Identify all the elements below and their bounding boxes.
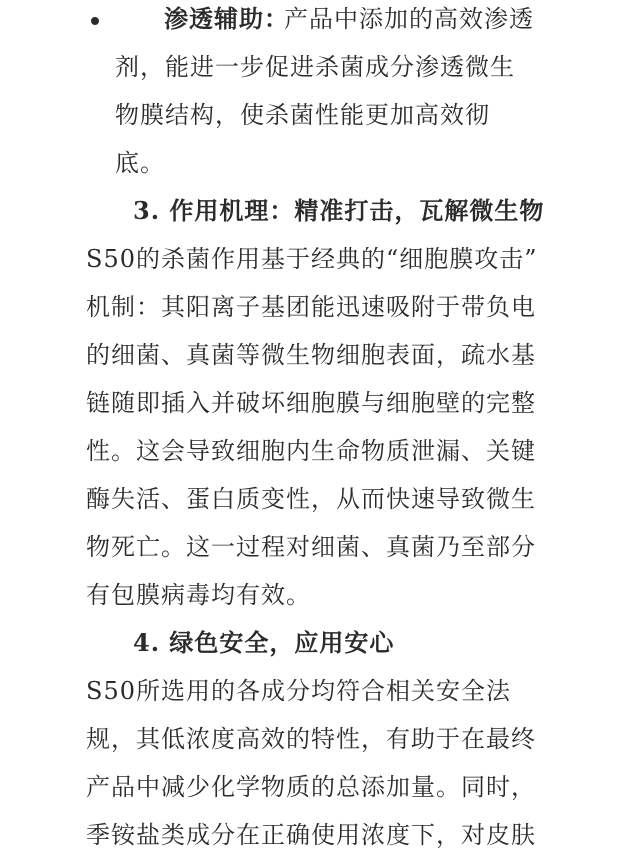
bullet-dot-icon bbox=[91, 17, 99, 25]
section-3-line: 链随即插入并破坏细胞膜与细胞壁的完整 bbox=[86, 389, 536, 417]
section-4-line: S50所选用的各成分均符合相关安全法 bbox=[86, 677, 511, 705]
section-4-line: 规，其低浓度高效的特性，有助于在最终 bbox=[86, 725, 536, 753]
bullet-line-4: 底。 bbox=[115, 149, 165, 177]
section-4-line: 季铵盐类成分在正确使用浓度下，对皮肤 bbox=[86, 821, 536, 849]
section-4-heading: 4. 绿色安全，应用安心 bbox=[133, 628, 395, 657]
section-3-line: S50的杀菌作用基于经典的“细胞膜攻击” bbox=[86, 245, 538, 273]
section-3-line: 有包膜病毒均有效。 bbox=[86, 581, 311, 609]
section-3-line: 的细菌、真菌等微生物细胞表面，疏水基 bbox=[86, 341, 536, 369]
bullet-line-1: 产品中添加的高效渗透 bbox=[284, 5, 534, 33]
section-3-line: 酶失活、蛋白质变性，从而快速导致微生 bbox=[86, 485, 536, 513]
section-3-line: 性。这会导致细胞内生命物质泄漏、关键 bbox=[86, 437, 536, 465]
bullet-line-3: 物膜结构，使杀菌性能更加高效彻 bbox=[115, 101, 490, 129]
section-3-line: 机制：其阳离子基团能迅速吸附于带负电 bbox=[86, 293, 536, 321]
bullet-label: 渗透辅助： bbox=[164, 4, 289, 33]
section-3-heading: 3. 作用机理：精准打击，瓦解微生物 bbox=[133, 196, 545, 225]
section-3-line: 物死亡。这一过程对细菌、真菌乃至部分 bbox=[86, 533, 536, 561]
section-4-line: 产品中减少化学物质的总添加量。同时， bbox=[86, 773, 536, 801]
bullet-line-2: 剂，能进一步促进杀菌成分渗透微生 bbox=[115, 53, 515, 81]
